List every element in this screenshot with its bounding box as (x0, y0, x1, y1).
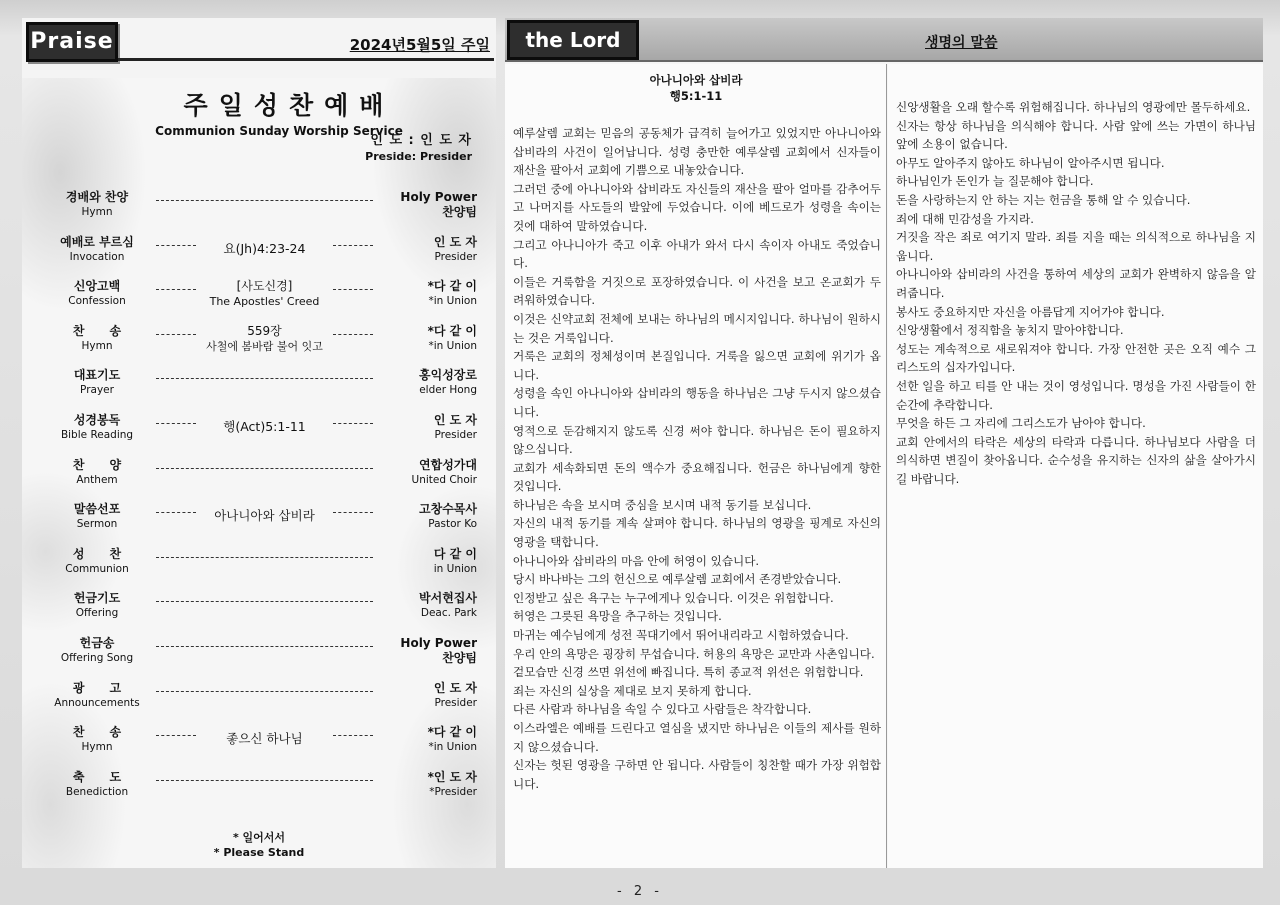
sermon-paragraph: 아나니아와 삽비라의 사건을 통하여 세상의 교회가 완벽하지 않음을 알려줍니다. (896, 267, 1256, 300)
order-item-leader (377, 591, 477, 621)
sermon-paragraph: 아무도 알아주지 않아도 하나님이 알아주시면 됩니다. (896, 155, 1165, 170)
order-item-detail-line: 좋으신 하나님 (226, 731, 303, 747)
order-item-label (52, 324, 142, 354)
service-title (22, 86, 496, 138)
order-item-en: Announcements (54, 696, 140, 709)
leader-name-en: United Choir (411, 473, 477, 486)
leader-dashes (156, 200, 373, 201)
presider-ko: 인 도 : 인 도 자 (370, 133, 472, 148)
order-row (52, 186, 477, 231)
sermon-paragraph: 허영은 그릇된 욕망을 추구하는 것입니다. (513, 609, 722, 624)
stand-en: * Please Stand (213, 846, 305, 859)
sermon-paragraph: 죄에 대해 민감성을 가지라. (896, 211, 1034, 226)
order-item-leader (377, 190, 477, 220)
section-title: 생명의 말씀 (925, 35, 998, 51)
order-item-ko: 예배로 부르심 (60, 234, 134, 249)
sermon-paragraph: 신앙생활을 오래 할수록 위험해집니다. 하나님의 영광에만 몰두하세요. (896, 100, 1251, 114)
order-item-label (52, 770, 142, 800)
leader-dashes (156, 601, 373, 602)
order-row (52, 364, 477, 409)
sermon-paragraph: 거룩은 교회의 정체성이며 본질입니다. 거룩을 잃으면 교회에 위기가 옵니다. (513, 349, 881, 382)
order-item-leader (377, 324, 477, 354)
order-item-leader (377, 502, 477, 532)
header-rule (118, 58, 494, 61)
sermon-paragraph: 예루살렘 교회는 믿음의 공동체가 급격히 늘어가고 있었지만 아나니아와 삽비라의 사건이 일어납니다. 성령 충만한 예루살렘 교회에서 신자들이 재산을 팔아서 교회에 기쁨으로 내놓았습니다. (513, 126, 881, 178)
order-item-ko: 헌금기도 (73, 591, 121, 606)
order-row (52, 275, 477, 320)
sermon-paragraph: 성도는 계속적으로 새로워져야 합니다. 가장 안전한 곳은 오직 예수 그리스도의 십자가입니다. (896, 341, 1256, 375)
order-row (52, 454, 477, 499)
sermon-paragraph: 그리고 아나니아가 죽고 이후 아내가 와서 다시 속이자 아내도 죽었습니다. (513, 237, 881, 271)
page-number: - 2 - (617, 884, 663, 899)
leader-dashes (156, 780, 373, 781)
leader-dashes (156, 646, 373, 647)
service-date: 2024년5월5일 주일 (349, 36, 490, 54)
leader-name-en: 찬양팀 (442, 650, 477, 665)
praise-badge: Praise (26, 22, 118, 62)
leader-dashes (156, 468, 373, 469)
sermon-paragraph: 영적으로 둔감해지지 않도록 신경 써야 합니다. 하나님은 돈이 필요하지 않으십니다. (513, 423, 881, 457)
order-row (52, 766, 477, 811)
leader-dashes (156, 378, 373, 379)
order-item-en: Offering (75, 607, 119, 620)
order-item-leader (377, 681, 477, 711)
leader-name: *다 같 이 (427, 279, 477, 294)
order-item-ko: 경배와 찬양 (65, 190, 129, 204)
leader-name: 고창수목사 (419, 502, 477, 517)
order-item-leader (377, 725, 477, 755)
order-item-en: Confession (68, 295, 126, 308)
order-item-detail-line: 559장 (247, 323, 282, 338)
order-item-label (52, 681, 142, 711)
leader-dashes (333, 735, 373, 736)
sermon-paragraph: 교회 안에서의 타락은 세상의 타락과 다릅니다. 하나님보다 사람을 더 의식하면 변질이 찾아옵니다. 순수성을 유지하는 신자의 삶을 살아가시길 바랍니다. (896, 434, 1256, 486)
order-row (52, 320, 477, 365)
leader-dashes (333, 512, 373, 513)
sermon-paragraph: 하나님인가 돈인가 늘 질문해야 합니다. (896, 174, 1094, 189)
order-item-ko: 말씀선포 (73, 502, 121, 517)
leader-name-en: Presider (434, 428, 477, 441)
sermon-paragraph: 신자는 헛된 영광을 구하면 안 됩니다. 사람들이 칭찬할 때가 가장 위험합니다. (513, 758, 881, 791)
sermon-paragraph: 우리 안의 욕망은 굉장히 무섭습니다. 허용의 욕망은 교만과 사촌입니다. (513, 646, 875, 661)
order-item-ko: 축 도 (72, 769, 122, 784)
order-item-ko: 헌금송 (79, 635, 115, 650)
leader-name: *다 같 이 (427, 725, 477, 740)
order-item-ko: 대표기도 (73, 368, 121, 383)
leader-name-en: Presider (434, 250, 477, 263)
order-item-label (52, 368, 142, 398)
leader-name: 인 도 자 (433, 680, 477, 695)
order-item-label (52, 725, 142, 755)
stand-ko: * 일어서서 (232, 831, 286, 844)
sermon-paragraph: 봉사도 중요하지만 자신을 아름답게 지어가야 합니다. (896, 304, 1165, 319)
sermon-paragraph: 이스라엘은 예배를 드린다고 열심을 냈지만 하나님은 이들의 제사를 원하지 않으셨습니다. (513, 721, 881, 754)
leader-name-en: Presider (434, 696, 477, 709)
sermon-heading (505, 72, 887, 104)
service-title-ko: 주일성찬예배 (183, 91, 395, 120)
order-item-en: Hymn (81, 741, 113, 754)
leader-name-en: *in Union (428, 339, 477, 352)
sermon-paragraph: 죄는 자신의 실상을 제대로 보지 못하게 합니다. (513, 683, 752, 698)
order-item-label (52, 235, 142, 265)
sermon-paragraph: 이것은 신약교회 전체에 보내는 하나님의 메시지입니다. 하나님이 원하시는 것은 거룩입니다. (513, 311, 881, 345)
order-item-label (52, 547, 142, 577)
order-item-ko: 성 찬 (72, 546, 122, 561)
sermon-paragraph: 하나님은 속을 보시며 중심을 보시며 내적 동기를 보십니다. (513, 497, 812, 512)
sermon-paragraph: 인정받고 싶은 욕구는 누구에게나 있습니다. 이것은 위험합니다. (513, 590, 834, 605)
sermon-column-2 (888, 64, 1263, 868)
leader-name: *인 도 자 (427, 769, 477, 784)
order-item-detail-line: [사도신경] (236, 279, 293, 294)
order-item-en: Sermon (76, 518, 118, 531)
leader-dashes (156, 245, 196, 246)
worship-order-panel (22, 18, 496, 868)
leader-name: 인 도 자 (433, 234, 477, 249)
leader-dashes (156, 512, 196, 513)
leader-name: 연합성가대 (419, 457, 477, 472)
sermon-paragraph: 선한 일을 하고 티를 안 내는 것이 영성입니다. 명성을 가진 사람들이 한순간에 추락합니다. (896, 378, 1256, 412)
order-item-leader (377, 770, 477, 800)
sermon-paragraph: 무엇을 하든 그 자리에 그리스도가 남아야 합니다. (896, 416, 1146, 431)
order-item-en: Offering Song (60, 651, 134, 664)
order-item-ko: 성경봉독 (73, 412, 121, 427)
leader-name: 박서현집사 (419, 591, 477, 606)
order-item-label (52, 413, 142, 443)
order-item-leader (377, 235, 477, 265)
leader-dashes (156, 557, 373, 558)
order-item-ko: 찬 송 (72, 323, 122, 338)
presider-heading (365, 133, 472, 165)
leader-name-en: elder Hong (419, 384, 477, 397)
order-item-en: Anthem (76, 473, 118, 486)
sermon-panel (505, 18, 1263, 868)
order-item-leader (377, 413, 477, 443)
the-lord-badge: the Lord (507, 20, 639, 60)
sermon-paragraph: 그러던 중에 아나니아와 삽비라도 자신들의 재산을 팔아 얼마를 감추어두고 나머지를 사도들의 발앞에 두었습니다. 이에 베드로가 성령을 속이는 것에 대하여 말하였습니다. (513, 181, 881, 233)
order-item-detail (200, 279, 329, 309)
order-item-en: Invocation (69, 250, 125, 263)
order-item-label (52, 591, 142, 621)
order-item-detail-line: 요(Jh)4:23-24 (223, 240, 306, 256)
order-item-label (52, 190, 142, 220)
sermon-paragraph: 당시 바나바는 그의 헌신으로 예루살렘 교회에서 존경받았습니다. (513, 572, 842, 587)
order-item-leader (377, 368, 477, 398)
order-item-detail-line: The Apostles' Creed (209, 295, 320, 309)
order-item-detail-line: 행(Act)5:1-11 (223, 418, 306, 434)
order-item-label (52, 279, 142, 309)
order-row (52, 498, 477, 543)
sermon-paragraph: 다른 사람과 하나님을 속일 수 있다고 사람들은 착각합니다. (513, 702, 812, 717)
left-header (22, 18, 496, 68)
order-item-en: Hymn (81, 206, 113, 218)
service-title-en: Communion Sunday Worship Service (155, 124, 403, 138)
leader-name: 홍익성장로 (419, 368, 477, 383)
leader-name-en: *Presider (429, 785, 477, 798)
order-item-detail-line: 아나니아와 삽비라 (214, 508, 315, 524)
order-item-detail (200, 731, 329, 746)
order-item-en: Bible Reading (60, 428, 134, 441)
order-row (52, 409, 477, 454)
order-row (52, 587, 477, 632)
leader-name: 인 도 자 (433, 412, 477, 427)
leader-dashes (333, 245, 373, 246)
order-item-detail (200, 241, 329, 256)
order-item-en: Prayer (80, 384, 114, 397)
order-row (52, 677, 477, 722)
please-stand-note (22, 830, 496, 860)
presider-en: Preside: Presider (365, 150, 472, 163)
leader-name: *다 같 이 (427, 323, 477, 338)
sermon-reference: 행5:1-11 (669, 89, 723, 103)
sermon-paragraph: 마귀는 예수님에게 성전 꼭대기에서 뛰어내리라고 시험하였습니다. (513, 628, 849, 643)
leader-dashes (156, 334, 196, 335)
order-row (52, 231, 477, 276)
sermon-title: 아나니아와 삽비라 (649, 73, 743, 87)
leader-name-en: 찬양팀 (442, 205, 477, 219)
leader-name-en: in Union (433, 562, 477, 575)
order-row (52, 543, 477, 588)
sermon-paragraph: 신앙생활에서 정직함을 놓치지 말아야합니다. (896, 323, 1124, 338)
order-row (52, 632, 477, 677)
sermon-column-1 (505, 64, 887, 868)
order-item-leader (377, 279, 477, 309)
sermon-paragraph: 거짓을 작은 죄로 여기지 말라. 죄를 지을 때는 의식적으로 하나님을 지웁니다. (896, 230, 1256, 263)
order-item-en: Benediction (65, 785, 129, 798)
leader-dashes (333, 423, 373, 424)
sermon-paragraph: 자신의 내적 동기를 계속 살펴야 합니다. 하나님의 영광을 핑계로 자신의 영광을 택합니다. (513, 516, 881, 550)
order-item-detail (200, 324, 329, 354)
order-row (52, 721, 477, 766)
order-of-worship (52, 186, 477, 810)
sermon-paragraph: 아나니아와 삽비라의 마음 안에 허영이 있습니다. (513, 553, 760, 568)
sermon-paragraph: 돈을 사랑하는지 안 하는 지는 헌금을 통해 알 수 있습니다. (896, 192, 1191, 207)
leader-name-en: Pastor Ko (428, 518, 477, 531)
order-item-ko: 신앙고백 (73, 279, 121, 294)
leader-name-en: *in Union (428, 295, 477, 308)
order-item-ko: 찬 양 (72, 457, 122, 472)
sermon-paragraph: 성령을 속인 아나니아와 삽비라의 행동을 하나님은 그냥 두시지 않으셨습니다. (513, 386, 881, 419)
leader-name: Holy Power (400, 190, 477, 204)
sermon-text-2 (896, 98, 1256, 488)
order-item-leader (377, 458, 477, 488)
order-item-label (52, 636, 142, 666)
sermon-paragraph: 이들은 거룩함을 거짓으로 포장하였습니다. 이 사건을 보고 온교회가 두려워하였습니다. (513, 274, 881, 308)
sermon-paragraph: 교회가 세속화되면 돈의 액수가 중요해집니다. 헌금은 하나님에게 향한 것입니다. (513, 460, 881, 494)
leader-name: Holy Power (400, 635, 477, 650)
leader-name: 다 같 이 (433, 546, 477, 561)
order-item-detail (200, 419, 329, 434)
order-item-detail (200, 508, 329, 523)
leader-dashes (333, 334, 373, 335)
order-item-label (52, 502, 142, 532)
order-item-detail-line: 사철에 봄바람 불어 잇고 (206, 339, 323, 353)
leader-name-en: *in Union (428, 741, 477, 754)
sermon-paragraph: 신자는 항상 하나님을 의식해야 합니다. 사람 앞에 쓰는 가면이 하나님 앞에 소용이 없습니다. (896, 118, 1256, 152)
leader-dashes (333, 289, 373, 290)
order-item-ko: 광 고 (72, 680, 122, 695)
order-item-leader (377, 636, 477, 666)
order-item-leader (377, 547, 477, 577)
right-header (505, 18, 1263, 62)
leader-dashes (156, 735, 196, 736)
leader-dashes (156, 423, 196, 424)
sermon-paragraph: 겉모습만 신경 쓰면 위선에 빠집니다. 특히 종교적 위선은 위험합니다. (513, 665, 864, 680)
order-item-en: Communion (65, 562, 129, 575)
order-item-ko: 찬 송 (72, 725, 122, 740)
order-item-label (52, 458, 142, 488)
order-item-en: Hymn (81, 339, 113, 352)
leader-dashes (156, 289, 196, 290)
leader-name-en: Deac. Park (420, 607, 477, 620)
leader-dashes (156, 691, 373, 692)
sermon-text-1 (513, 124, 881, 793)
